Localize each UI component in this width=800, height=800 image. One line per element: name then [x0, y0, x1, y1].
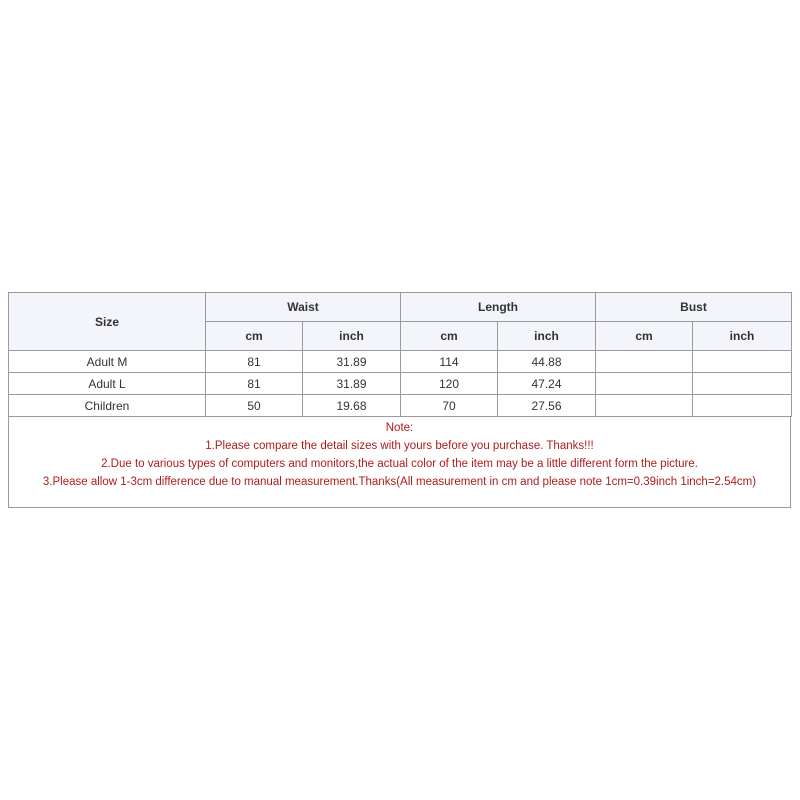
size-chart [8, 292, 791, 508]
waist-cm-cell: 81 [206, 351, 303, 373]
waist-inch-cell: 31.89 [303, 351, 401, 373]
waist-inch-cell: 31.89 [303, 373, 401, 395]
size-cell: Adult L [9, 373, 206, 395]
note-title: Note: [385, 422, 414, 434]
length-cm-cell: 70 [401, 395, 498, 417]
table-row [9, 395, 792, 417]
length-inch-cell: 47.24 [498, 373, 596, 395]
waist-cm-cell: 81 [206, 373, 303, 395]
waist-inch-cell: 19.68 [303, 395, 401, 417]
note-line-1: 1.Please compare the detail sizes with yours before you purchase. Thanks!!! [205, 440, 594, 452]
bust-inch-cell [693, 351, 792, 373]
length-cm-cell: 120 [401, 373, 498, 395]
size-column-header: Size [9, 293, 206, 351]
notes-block [9, 419, 790, 491]
bust-cm-cell [596, 351, 693, 373]
bust-cm-cell [596, 395, 693, 417]
size-cell: Adult M [9, 351, 206, 373]
bust-cm-cell [596, 373, 693, 395]
length-cm-header: cm [401, 322, 498, 351]
size-table [8, 292, 792, 417]
waist-inch-header: inch [303, 322, 401, 351]
length-group-header: Length [401, 293, 596, 322]
length-inch-cell: 44.88 [498, 351, 596, 373]
waist-cm-cell: 50 [206, 395, 303, 417]
table-row [9, 373, 792, 395]
header-row-groups [9, 293, 792, 322]
length-inch-header: inch [498, 322, 596, 351]
note-line-2: 2.Due to various types of computers and monitors,the actual color of the item may be a little different form the picture. [101, 458, 698, 470]
bust-inch-header: inch [693, 322, 792, 351]
bust-cm-header: cm [596, 322, 693, 351]
waist-cm-header: cm [206, 322, 303, 351]
waist-group-header: Waist [206, 293, 401, 322]
table-row [9, 351, 792, 373]
length-cm-cell: 114 [401, 351, 498, 373]
size-cell: Children [9, 395, 206, 417]
bust-inch-cell [693, 373, 792, 395]
bust-group-header: Bust [596, 293, 792, 322]
note-line-3: 3.Please allow 1-3cm difference due to manual measurement.Thanks(All measurement in cm and please note 1cm=0.39inch 1inch=2.54cm) [42, 476, 757, 488]
length-inch-cell: 27.56 [498, 395, 596, 417]
bust-inch-cell [693, 395, 792, 417]
